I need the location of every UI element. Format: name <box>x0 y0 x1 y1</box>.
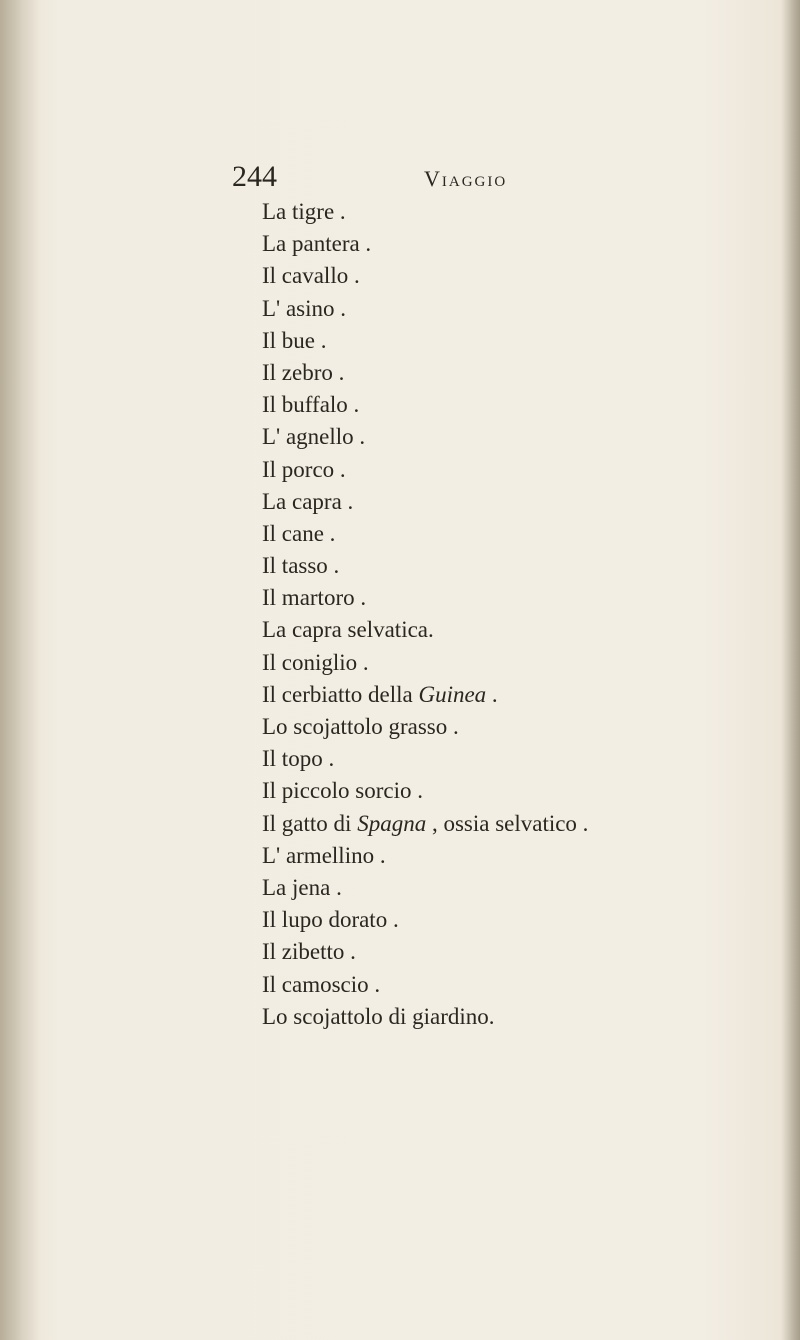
entry-text: L' armellino . <box>262 842 386 868</box>
entry-text: La capra . <box>262 488 354 514</box>
entry-text: Il zibetto . <box>262 939 356 965</box>
list-item <box>262 647 588 679</box>
list-item <box>262 904 588 936</box>
entry-text: Il coniglio . <box>262 649 369 675</box>
list-item <box>262 260 588 292</box>
list-item <box>262 582 588 614</box>
entry-text: Il topo . <box>262 746 335 772</box>
entry-text: Lo scojattolo grasso . <box>262 714 459 739</box>
entry-text-after: , ossia selvatico . <box>426 810 589 836</box>
animal-list <box>262 196 588 1033</box>
list-item <box>262 614 588 646</box>
entry-text: Il tasso . <box>262 553 340 579</box>
entry-text: Il cavallo . <box>262 263 360 289</box>
list-item <box>262 808 588 840</box>
list-item <box>262 389 588 421</box>
list-item <box>262 550 588 582</box>
list-item <box>262 775 588 807</box>
list-item <box>262 872 588 904</box>
entry-text: Il cane . <box>262 520 336 546</box>
list-item <box>262 228 588 260</box>
entry-text: Il zebro . <box>262 359 345 385</box>
entry-text: L' agnello . <box>262 424 366 450</box>
entry-text: Lo scojattolo di giardino. <box>262 1003 495 1029</box>
entry-text: Il porco . <box>262 456 346 482</box>
list-item <box>262 454 588 486</box>
list-item <box>262 679 588 711</box>
list-item <box>262 357 588 389</box>
list-item <box>262 293 588 325</box>
entry-text: Il camoscio . <box>262 971 381 997</box>
list-item <box>262 196 588 228</box>
entry-text: La pantera . <box>262 231 372 257</box>
list-item <box>262 325 588 357</box>
entry-text: Il buffalo . <box>262 392 360 418</box>
entry-text: La jena . <box>262 874 342 900</box>
entry-text: Il lupo dorato . <box>262 907 399 933</box>
list-item <box>262 743 588 775</box>
list-item <box>262 840 588 872</box>
running-title: Viaggio <box>424 166 508 191</box>
entry-text-after: . <box>486 681 498 707</box>
entry-text: La capra selvatica. <box>262 617 434 643</box>
list-item <box>262 711 588 743</box>
entry-text-italic: Spagna <box>357 810 427 836</box>
entry-text: La tigre . <box>262 199 346 224</box>
list-item <box>262 969 588 1001</box>
list-item <box>262 936 588 968</box>
entry-text-before: Il cerbiatto della <box>262 681 419 707</box>
page-edge <box>782 0 800 1340</box>
list-item <box>262 421 588 453</box>
entry-text: Il piccolo sorcio . <box>262 778 423 804</box>
entry-text: Il bue . <box>262 327 327 353</box>
entry-text-before: Il gatto di <box>262 810 358 836</box>
entry-text: L' asino . <box>262 295 346 321</box>
list-item <box>262 518 588 550</box>
list-item <box>262 1001 588 1033</box>
entry-text-italic: Guinea <box>418 681 487 707</box>
entry-text: Il martoro . <box>262 585 367 611</box>
binding-shadow <box>0 0 40 1340</box>
list-item <box>262 486 588 518</box>
page-number: 244 <box>232 160 277 193</box>
